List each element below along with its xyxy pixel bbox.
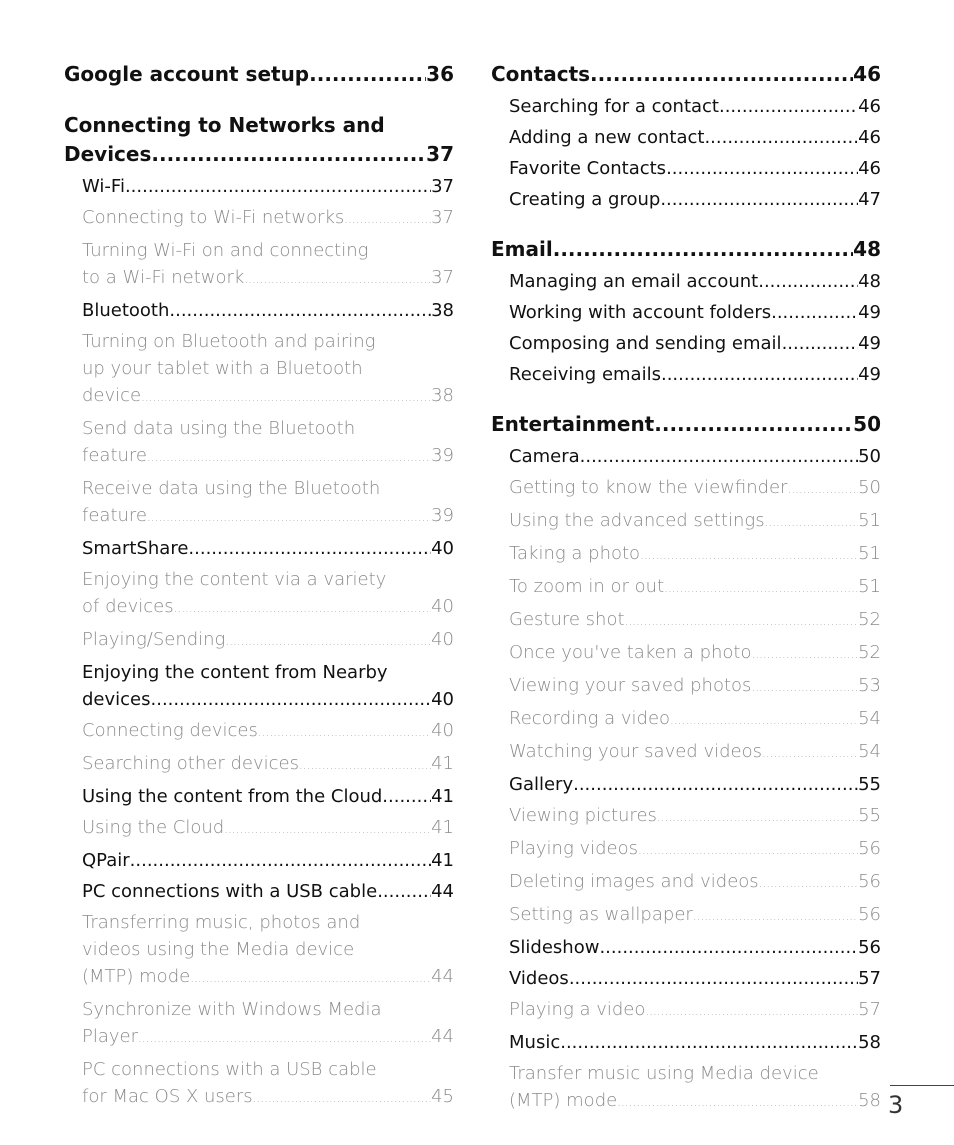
- toc-entry-title-line: videos using the Media device: [82, 939, 355, 960]
- toc-entry-title: feature: [82, 445, 147, 466]
- toc-leader-dots: [224, 816, 431, 843]
- toc-page-number: 53: [858, 675, 881, 696]
- toc-section: [82, 173, 454, 200]
- toc-entry-title: Searching for a contact: [509, 96, 719, 117]
- toc-page-number: 40: [431, 689, 454, 710]
- toc-subsection: [509, 738, 881, 767]
- toc-section: [509, 771, 881, 798]
- toc-leader-dots: [169, 297, 431, 324]
- toc-subsection: [509, 868, 881, 897]
- toc-leader-dots: [660, 186, 858, 213]
- toc-section: [82, 297, 454, 324]
- toc-entry-title: Using the Cloud: [82, 817, 225, 838]
- toc-entry-title: Playing/Sending: [82, 629, 226, 650]
- toc-page-number: 55: [858, 805, 881, 826]
- toc-page-number: 46: [853, 62, 881, 86]
- toc-leader-dots: [751, 674, 858, 701]
- toc-entry-title: Contacts: [491, 62, 591, 86]
- toc-page-number: 46: [858, 158, 881, 179]
- toc-leader-dots: [174, 595, 432, 622]
- toc-subsection: [82, 909, 454, 992]
- toc-entry-title: Camera: [509, 446, 580, 467]
- toc-leader-dots: [382, 783, 431, 810]
- toc-subsection: [82, 237, 454, 293]
- toc-entry-title: Receiving emails: [509, 364, 661, 385]
- toc-entry-title: Once you've taken a photo: [509, 642, 752, 663]
- toc-entry-title-line: Send data using the Bluetooth: [82, 418, 356, 439]
- toc-leader-dots: [640, 542, 858, 569]
- toc-entry-title: Deleting images and videos: [509, 871, 759, 892]
- toc-entry-title-line: Connecting to Networks and: [64, 113, 385, 137]
- toc-page-number: 56: [858, 838, 881, 859]
- toc-entry-title: Playing a video: [509, 999, 646, 1020]
- toc-entry-title: Videos: [509, 968, 569, 989]
- toc-page-number: 44: [431, 1026, 454, 1047]
- toc-leader-dots: [151, 686, 432, 713]
- toc-entry-title: (MTP) mode: [82, 966, 191, 987]
- toc-leader-dots: [225, 628, 431, 655]
- toc-leader-dots: [638, 837, 858, 864]
- toc-subsection: [509, 672, 881, 701]
- toc-entry-title: To zoom in or out: [509, 576, 665, 597]
- page-number-rule: [890, 1085, 954, 1086]
- toc-section: [82, 659, 454, 713]
- toc-leader-dots: [704, 124, 858, 151]
- toc-leader-dots: [788, 476, 859, 503]
- toc-page-number: 56: [858, 871, 881, 892]
- toc-leader-dots: [771, 299, 858, 326]
- toc-leader-dots: [253, 1085, 431, 1112]
- toc-chapter: [64, 60, 454, 89]
- toc-page-number: 46: [858, 127, 881, 148]
- toc-leader-dots: [762, 740, 858, 767]
- toc-entry-title: Viewing your saved photos: [509, 675, 752, 696]
- toc-page-number: 57: [858, 999, 881, 1020]
- toc-leader-dots: [299, 752, 431, 779]
- toc-chapter: [491, 235, 881, 264]
- toc-subsection: [82, 566, 454, 622]
- toc-entry-title: device: [82, 385, 142, 406]
- toc-entry-title-line: Enjoying the content via a variety: [82, 569, 387, 590]
- toc-page-number: 49: [858, 364, 881, 385]
- toc-section: [82, 535, 454, 562]
- toc-leader-dots: [147, 504, 431, 531]
- toc-subsection: [509, 573, 881, 602]
- toc-leader-dots: [782, 330, 859, 357]
- toc-leader-dots: [553, 235, 853, 264]
- toc-leader-dots: [758, 268, 858, 295]
- toc-page-number: 46: [858, 96, 881, 117]
- toc-leader-dots: [765, 509, 859, 536]
- toc-section: [509, 1029, 881, 1056]
- toc-page-number: 39: [431, 505, 454, 526]
- toc-entry-title: Adding a new contact: [509, 127, 705, 148]
- toc-leader-dots: [138, 1025, 431, 1052]
- toc-entry-title: Setting as wallpaper: [509, 904, 693, 925]
- toc-leader-dots: [130, 847, 431, 874]
- toc-page-number: 41: [431, 753, 454, 774]
- toc-page-number: 50: [858, 477, 881, 498]
- toc-page-number: 38: [431, 300, 454, 321]
- toc-subsection: [509, 1060, 881, 1116]
- toc-page-number: 45: [431, 1086, 454, 1107]
- toc-page-number: 58: [858, 1090, 881, 1111]
- toc-entry-title-line: Synchronize with Windows Media: [82, 999, 382, 1020]
- toc-entry-title-line: Turning Wi-Fi on and connecting: [82, 240, 369, 261]
- toc-section: [509, 124, 881, 151]
- toc-entry-title: feature: [82, 505, 147, 526]
- toc-page-number: 44: [431, 881, 454, 902]
- toc-entry-title-line: PC connections with a USB cable: [82, 1059, 377, 1080]
- toc-page-number: 51: [858, 576, 881, 597]
- toc-leader-dots: [125, 173, 431, 200]
- toc-subsection: [509, 639, 881, 668]
- toc-page-number: 40: [431, 596, 454, 617]
- toc-section: [509, 361, 881, 388]
- toc-page-number: 41: [431, 850, 454, 871]
- toc-page-number: 36: [426, 62, 454, 86]
- toc-leader-dots: [580, 443, 858, 470]
- toc-section: [82, 878, 454, 905]
- toc-leader-dots: [759, 870, 858, 897]
- toc-section: [509, 965, 881, 992]
- toc-page-number: 50: [853, 412, 881, 436]
- toc-page-number: 49: [858, 302, 881, 323]
- toc-subsection: [82, 204, 454, 233]
- toc-subsection: [509, 835, 881, 864]
- toc-leader-dots: [309, 60, 426, 89]
- toc-leader-dots: [569, 965, 858, 992]
- toc-page-number: 41: [431, 786, 454, 807]
- toc-subsection: [82, 996, 454, 1052]
- toc-page-number: 50: [858, 446, 881, 467]
- toc-entry-title: Using the advanced settings: [509, 510, 765, 531]
- toc-entry-title: Recording a video: [509, 708, 671, 729]
- toc-page-number: 37: [431, 267, 454, 288]
- toc-entry-title: Wi-Fi: [82, 176, 125, 197]
- toc-page-number: 49: [858, 333, 881, 354]
- toc-column-left: [64, 58, 454, 1112]
- toc-page-number: 57: [858, 968, 881, 989]
- toc-page-number: 38: [431, 385, 454, 406]
- toc-page-number: 52: [858, 609, 881, 630]
- toc-page-number: 37: [426, 142, 454, 166]
- toc-entry-title: Favorite Contacts: [509, 158, 667, 179]
- toc-page-number: 58: [858, 1032, 881, 1053]
- toc-section: [509, 93, 881, 120]
- toc-page-number: 39: [431, 445, 454, 466]
- toc-page-number: 56: [858, 904, 881, 925]
- toc-entry-title: Using the content from the Cloud: [82, 786, 383, 807]
- toc-leader-dots: [654, 410, 853, 439]
- toc-page-number: 48: [853, 237, 881, 261]
- toc-entry-title-line: up your tablet with a Bluetooth: [82, 358, 363, 379]
- toc-section: [509, 934, 881, 961]
- toc-chapter: [64, 111, 454, 169]
- toc-section: [82, 783, 454, 810]
- toc-entry-title-line: Transfer music using Media device: [509, 1063, 819, 1084]
- toc-entry-title: for Mac OS X users: [82, 1086, 253, 1107]
- toc-entry-title: Creating a group: [509, 189, 661, 210]
- toc-page-number: 56: [858, 937, 881, 958]
- toc-leader-dots: [645, 998, 858, 1025]
- toc-subsection: [82, 475, 454, 531]
- toc-page-number: 51: [858, 510, 881, 531]
- toc-entry-title-line: Transferring music, photos and: [82, 912, 361, 933]
- toc-entry-title: Bluetooth: [82, 300, 170, 321]
- toc-leader-dots: [258, 719, 431, 746]
- page-number: 3: [888, 1091, 904, 1119]
- toc-subsection: [509, 474, 881, 503]
- toc-page-number: 51: [858, 543, 881, 564]
- toc-entry-title: Connecting devices: [82, 720, 258, 741]
- toc-leader-dots: [590, 60, 853, 89]
- toc-page-number: 44: [431, 966, 454, 987]
- toc-leader-dots: [693, 903, 858, 930]
- toc-entry-title: PC connections with a USB cable: [82, 881, 378, 902]
- toc-section: [82, 847, 454, 874]
- toc-subsection: [82, 328, 454, 411]
- toc-subsection: [509, 606, 881, 635]
- toc-page-number: 47: [858, 189, 881, 210]
- toc-entry-title: SmartShare: [82, 538, 189, 559]
- toc-leader-dots: [617, 1089, 858, 1116]
- toc-entry-title: Managing an email account: [509, 271, 759, 292]
- toc-entry-title: Player: [82, 1026, 139, 1047]
- toc-entry-title: (MTP) mode: [509, 1090, 618, 1111]
- toc-entry-title: Getting to know the viewfinder: [509, 477, 788, 498]
- toc-entry-title-line: Turning on Bluetooth and pairing: [82, 331, 376, 352]
- toc-page-number: 55: [858, 774, 881, 795]
- toc-entry-title: Google account setup: [64, 62, 310, 86]
- toc-leader-dots: [377, 878, 431, 905]
- toc-section: [509, 186, 881, 213]
- toc-leader-dots: [151, 140, 426, 169]
- toc-subsection: [82, 415, 454, 471]
- toc-page-number: 37: [431, 176, 454, 197]
- toc-leader-dots: [244, 266, 431, 293]
- toc-subsection: [82, 750, 454, 779]
- toc-subsection: [509, 802, 881, 831]
- toc-chapter: [491, 410, 881, 439]
- toc-entry-title: Devices: [64, 142, 152, 166]
- toc-leader-dots: [599, 934, 858, 961]
- toc-page-number: 40: [431, 538, 454, 559]
- toc-page-number: 40: [431, 629, 454, 650]
- toc-leader-dots: [670, 707, 858, 734]
- toc-entry-title: Gesture shot: [509, 609, 625, 630]
- toc-entry-title: Connecting to Wi-Fi networks: [82, 207, 345, 228]
- toc-entry-title: Slideshow: [509, 937, 600, 958]
- toc-entry-title: Taking a photo: [509, 543, 641, 564]
- toc-leader-dots: [147, 444, 431, 471]
- toc-subsection: [82, 814, 454, 843]
- toc-leader-dots: [625, 608, 859, 635]
- toc-subsection: [509, 507, 881, 536]
- toc-entry-title: Composing and sending email: [509, 333, 782, 354]
- toc-subsection: [509, 705, 881, 734]
- toc-leader-dots: [573, 771, 858, 798]
- toc-page-number: 37: [431, 207, 454, 228]
- toc-entry-title: Music: [509, 1032, 561, 1053]
- toc-page-number: 48: [858, 271, 881, 292]
- toc-chapter: [491, 60, 881, 89]
- toc-column-right: [491, 58, 881, 1116]
- toc-leader-dots: [190, 965, 431, 992]
- toc-page-number: 52: [858, 642, 881, 663]
- toc-leader-dots: [661, 361, 858, 388]
- toc-entry-title: Gallery: [509, 774, 574, 795]
- toc-subsection: [82, 717, 454, 746]
- toc-leader-dots: [657, 804, 858, 831]
- toc-subsection: [509, 540, 881, 569]
- toc-entry-title-line: Receive data using the Bluetooth: [82, 478, 381, 499]
- toc-page-number: 41: [431, 817, 454, 838]
- toc-entry-title: Working with account folders: [509, 302, 772, 323]
- toc-leader-dots: [344, 206, 431, 233]
- toc-subsection: [509, 996, 881, 1025]
- toc-entry-title: Viewing pictures: [509, 805, 657, 826]
- toc-entry-title: Searching other devices: [82, 753, 299, 774]
- toc-leader-dots: [751, 641, 858, 668]
- toc-entry-title: to a Wi-Fi network: [82, 267, 245, 288]
- toc-page-number: 40: [431, 720, 454, 741]
- toc-leader-dots: [188, 535, 431, 562]
- toc-page-number: 54: [858, 741, 881, 762]
- toc-entry-title: Email: [491, 237, 553, 261]
- toc-leader-dots: [141, 384, 431, 411]
- toc-entry-title: Watching your saved videos: [509, 741, 762, 762]
- toc-leader-dots: [666, 155, 858, 182]
- toc-subsection: [82, 626, 454, 655]
- toc-subsection: [82, 1056, 454, 1112]
- toc-entry-title: of devices: [82, 596, 174, 617]
- toc-section: [509, 299, 881, 326]
- toc-entry-title: devices: [82, 689, 151, 710]
- toc-leader-dots: [719, 93, 858, 120]
- toc-leader-dots: [664, 575, 858, 602]
- toc-subsection: [509, 901, 881, 930]
- toc-section: [509, 443, 881, 470]
- toc-leader-dots: [560, 1029, 858, 1056]
- toc-entry-title: Playing videos: [509, 838, 639, 859]
- toc-section: [509, 155, 881, 182]
- toc-section: [509, 330, 881, 357]
- toc-section: [509, 268, 881, 295]
- toc-entry-title: QPair: [82, 850, 130, 871]
- toc-entry-title-line: Enjoying the content from Nearby: [82, 662, 388, 683]
- toc-entry-title: Entertainment: [491, 412, 655, 436]
- toc-page-number: 54: [858, 708, 881, 729]
